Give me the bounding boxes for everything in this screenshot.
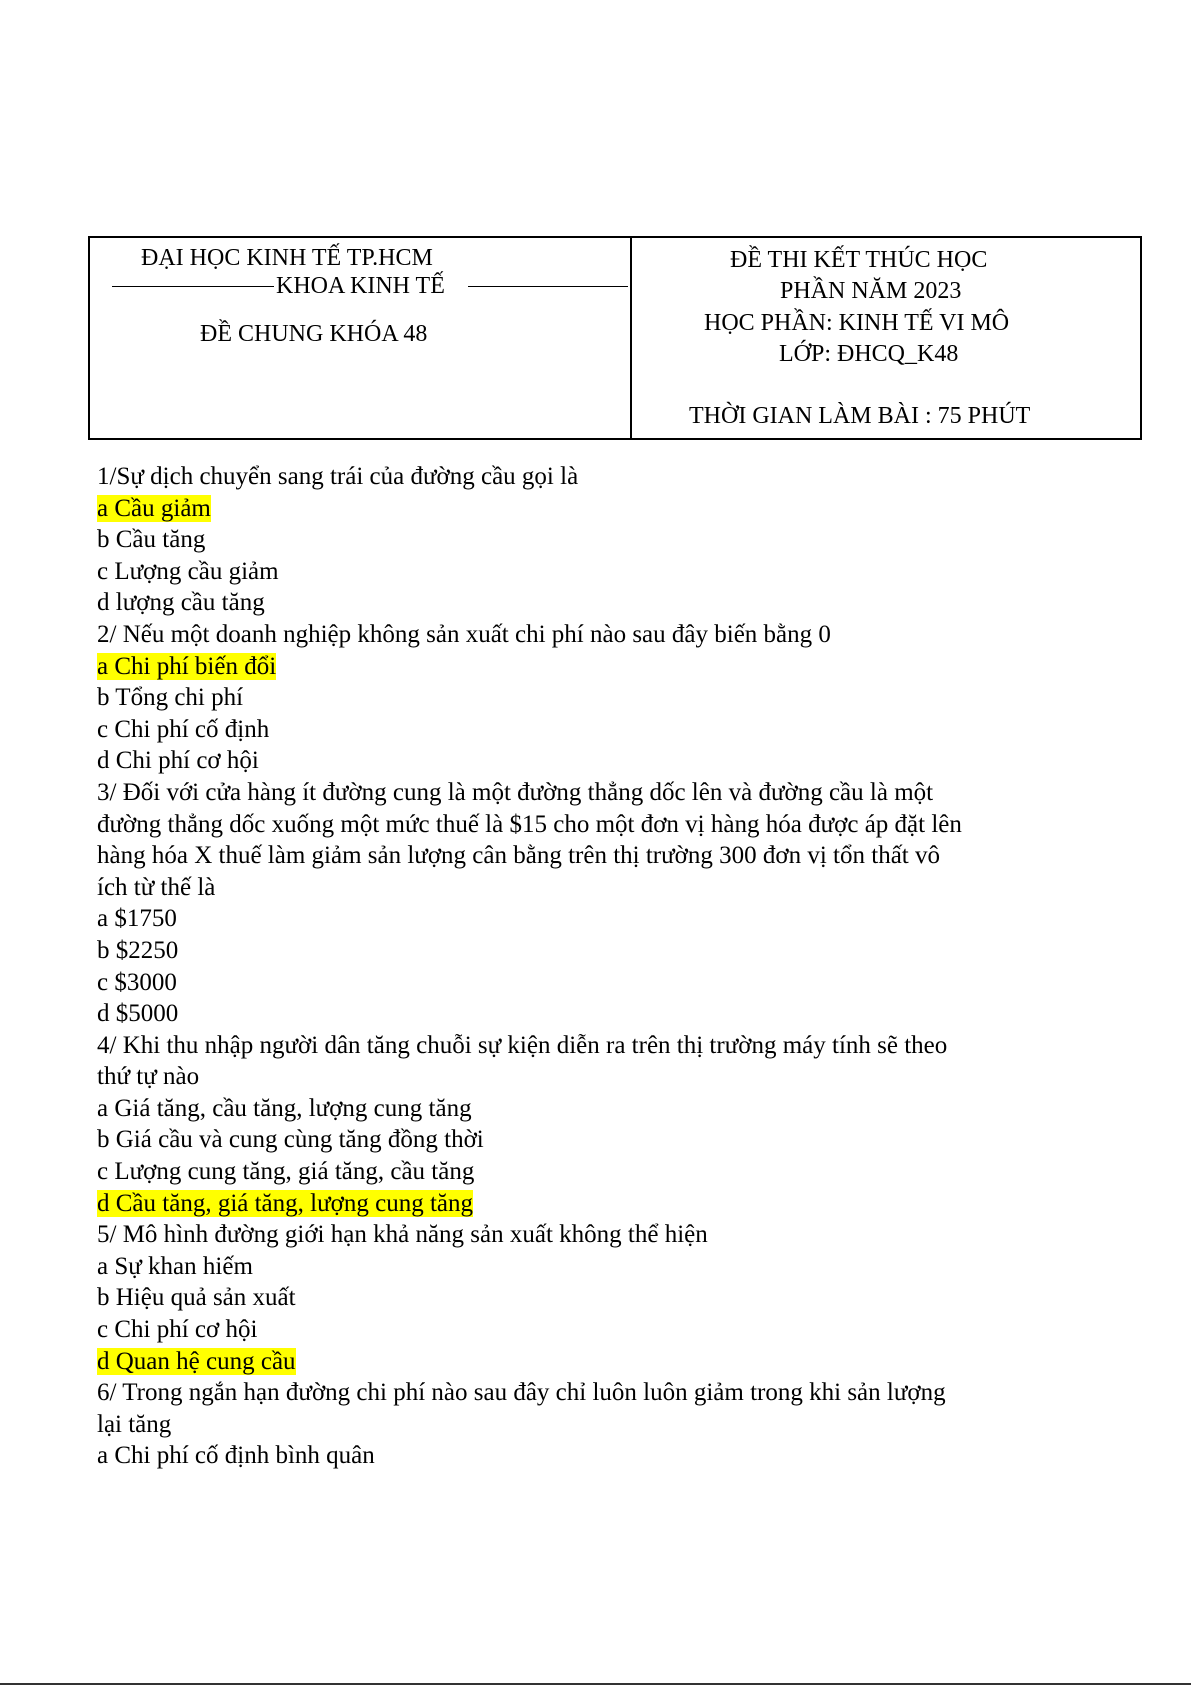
answer-option: c Lượng cầu giảm [97,557,279,585]
question-text: đường thẳng dốc xuống một mức thuế là $15 cho một đơn vị hàng hóa được áp đặt lên [97,810,962,838]
question-text: 2/ Nếu một doanh nghiệp không sản xuất chi phí nào sau đây biến bằng 0 [97,620,831,648]
answer-option: b Cầu tăng [97,526,206,554]
question-1 [97,461,1057,619]
answer-option: d Chi phí cơ hội [97,747,259,775]
answer-option: c Chi phí cố định [97,715,270,743]
answer-option: d $5000 [97,1000,179,1028]
faculty-name: KHOA KINH TẾ [276,273,445,299]
question-list [97,461,1057,1472]
answer-option: a Chi phí cố định bình quân [97,1442,375,1470]
question-4 [97,1030,1057,1220]
question-3 [97,777,1057,1030]
exam-title-line1: ĐỀ THI KẾT THÚC HỌC [730,247,988,273]
answer-option-correct: d Quan hệ cung cầu [97,1347,296,1375]
faculty-rule-left [112,286,274,287]
answer-option: b Giá cầu và cung cùng tăng đồng thời [97,1126,484,1154]
answer-option: b Tổng chi phí [97,684,244,712]
exam-duration: THỜI GIAN LÀM BÀI : 75 PHÚT [689,403,1031,429]
question-text: 3/ Đối với cửa hàng ít đường cung là một đường thẳng dốc lên và đường cầu là một [97,778,934,806]
answer-option-correct: d Cầu tăng, giá tăng, lượng cung tăng [97,1189,474,1217]
course-name: HỌC PHẦN: KINH TẾ VI MÔ [704,310,1010,336]
question-text: ích từ thế là [97,873,216,901]
faculty-rule-right [468,286,628,287]
answer-option: c $3000 [97,968,177,996]
answer-option-correct: a Cầu giảm [97,494,211,522]
answer-option: a Giá tăng, cầu tăng, lượng cung tăng [97,1094,472,1122]
exam-title-line2: PHẦN NĂM 2023 [780,278,962,304]
answer-option: b $2250 [97,936,179,964]
answer-option-correct: a Chi phí biến đổi [97,652,277,680]
answer-option: c Lượng cung tăng, giá tăng, cầu tăng [97,1158,475,1186]
question-text: hàng hóa X thuế làm giảm sản lượng cân bằng trên thị trường 300 đơn vị tổn thất vô [97,842,940,870]
question-text: 5/ Mô hình đường giới hạn khả năng sản xuất không thể hiện [97,1221,708,1249]
question-5 [97,1219,1057,1377]
question-text: thứ tự nào [97,1063,200,1091]
answer-option: d lượng cầu tăng [97,589,265,617]
answer-option: b Hiệu quả sản xuất [97,1284,296,1312]
question-2 [97,619,1057,777]
question-text: 4/ Khi thu nhập người dân tăng chuỗi sự kiện diễn ra trên thị trường máy tính sẽ theo [97,1031,948,1059]
university-name: ĐẠI HỌC KINH TẾ TP.HCM [141,245,433,271]
class-name: LỚP: ĐHCQ_K48 [779,341,959,367]
answer-option: a $1750 [97,905,177,933]
header-divider [630,236,632,440]
question-text: 6/ Trong ngắn hạn đường chi phí nào sau đây chỉ luôn luôn giảm trong khi sản lượng [97,1379,946,1407]
answer-option: c Chi phí cơ hội [97,1316,258,1344]
question-text: 1/Sự dịch chuyển sang trái của đường cầu gọi là [97,463,579,490]
question-6 [97,1377,1057,1472]
question-text: lại tăng [97,1410,172,1438]
answer-option: a Sự khan hiếm [97,1252,253,1280]
exam-code: ĐỀ CHUNG KHÓA 48 [200,321,428,347]
